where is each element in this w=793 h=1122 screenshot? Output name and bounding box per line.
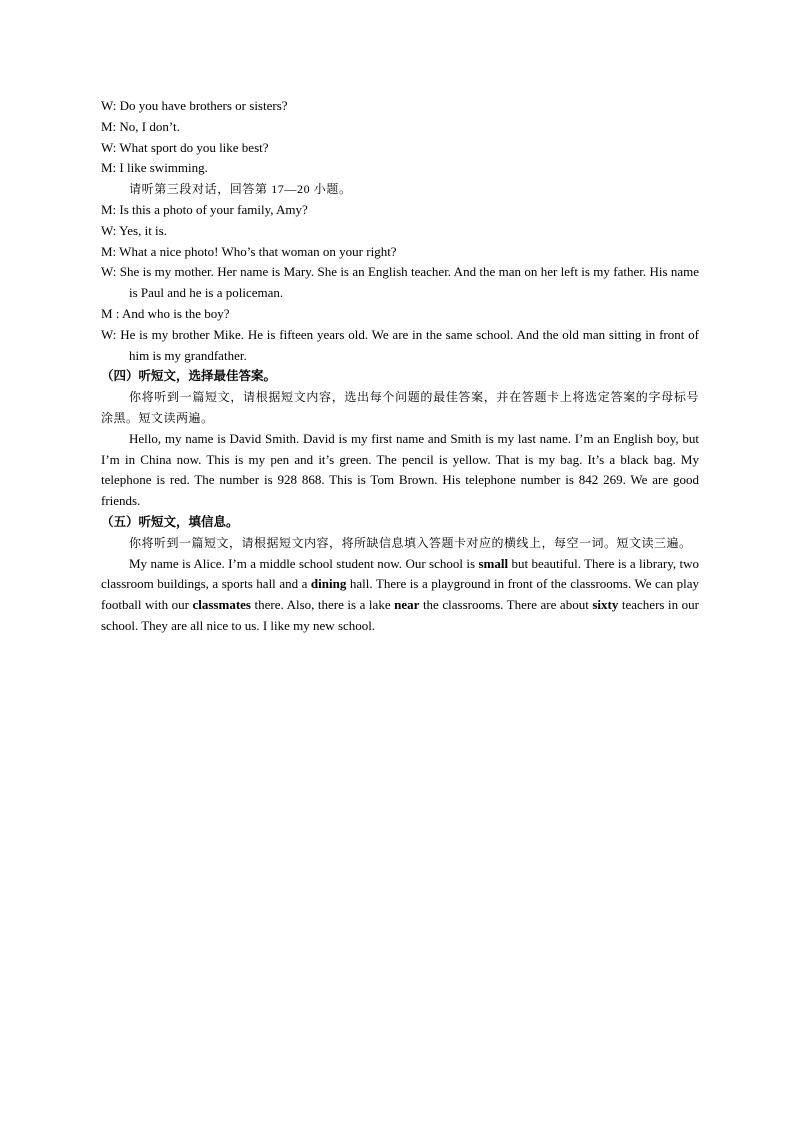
section-instruction: 你将听到一篇短文，请根据短文内容，将所缺信息填入答题卡对应的横线上，每空一词。短文读三遍。 (129, 535, 692, 550)
dialogue-line: W: She is my mother. Her name is Mary. She is an English teacher. And the man on her left is my father. His name is Paul and he is a policeman. (101, 264, 699, 301)
keyword: dining (310, 576, 347, 592)
dialogue-line: M: I like swimming. (101, 160, 208, 176)
passage: Hello, my name is David Smith. David is my first name and Smith is my last name. I’m an English boy, but I’m in China now. This is my pen and it’s green. The pencil is yellow. That is my bag. It’s a black bag. My telephone is red. The number is 928 868. This is Tom Brown. His telephone number is 842 269. We are good friends. (101, 430, 699, 509)
dialogue-line: W: He is my brother Mike. He is fifteen years old. We are in the same school. And the old man sitting in front of him is my grandfather. (101, 326, 699, 363)
section-instruction: 你将听到一篇短文，请根据短文内容，选出每个问题的最佳答案，并在答题卡上将选定答案的字母标号涂黑。短文读两遍。 (101, 390, 699, 425)
document-content (101, 96, 699, 637)
passage (101, 554, 699, 637)
keyword: small (478, 555, 509, 571)
dialogue3-instruction: 请听第三段对话，回答第 17—20 小题。 (129, 182, 352, 197)
passage-text: but beautiful. There is a library, two classroom buildings, a sports hall and a (101, 555, 699, 592)
dialogue-line: M : And who is the boy? (101, 305, 230, 321)
dialogue-line: W: Do you have brothers or sisters? (101, 98, 288, 113)
dialogue-line: M: What a nice photo! Who’s that woman on your right? (101, 243, 397, 259)
passage-text: there. Also, there is a lake (250, 597, 395, 613)
dialogue-line: M: No, I don’t. (101, 118, 180, 134)
keyword: sixty (592, 597, 619, 613)
keyword: classmates (192, 597, 251, 613)
passage-text: My name is Alice. I’m a middle school student now. Our school is (129, 555, 479, 571)
dialogue-line: M: Is this a photo of your family, Amy? (101, 201, 308, 217)
passage-text: teachers in our school. They are all nice to us. I like my new school. (101, 597, 699, 633)
passage-text: the classrooms. There are about (419, 597, 593, 613)
dialogue-line: W: What sport do you like best? (101, 139, 269, 155)
passage-text: hall. There is a playground in front of the classrooms. We can play football with our (101, 576, 699, 613)
keyword: near (394, 597, 420, 613)
section-heading: （四）听短文，选择最佳答案。 (101, 368, 277, 384)
section-heading: （五）听短文，填信息。 (101, 513, 239, 529)
dialogue-line: W: Yes, it is. (101, 222, 167, 238)
